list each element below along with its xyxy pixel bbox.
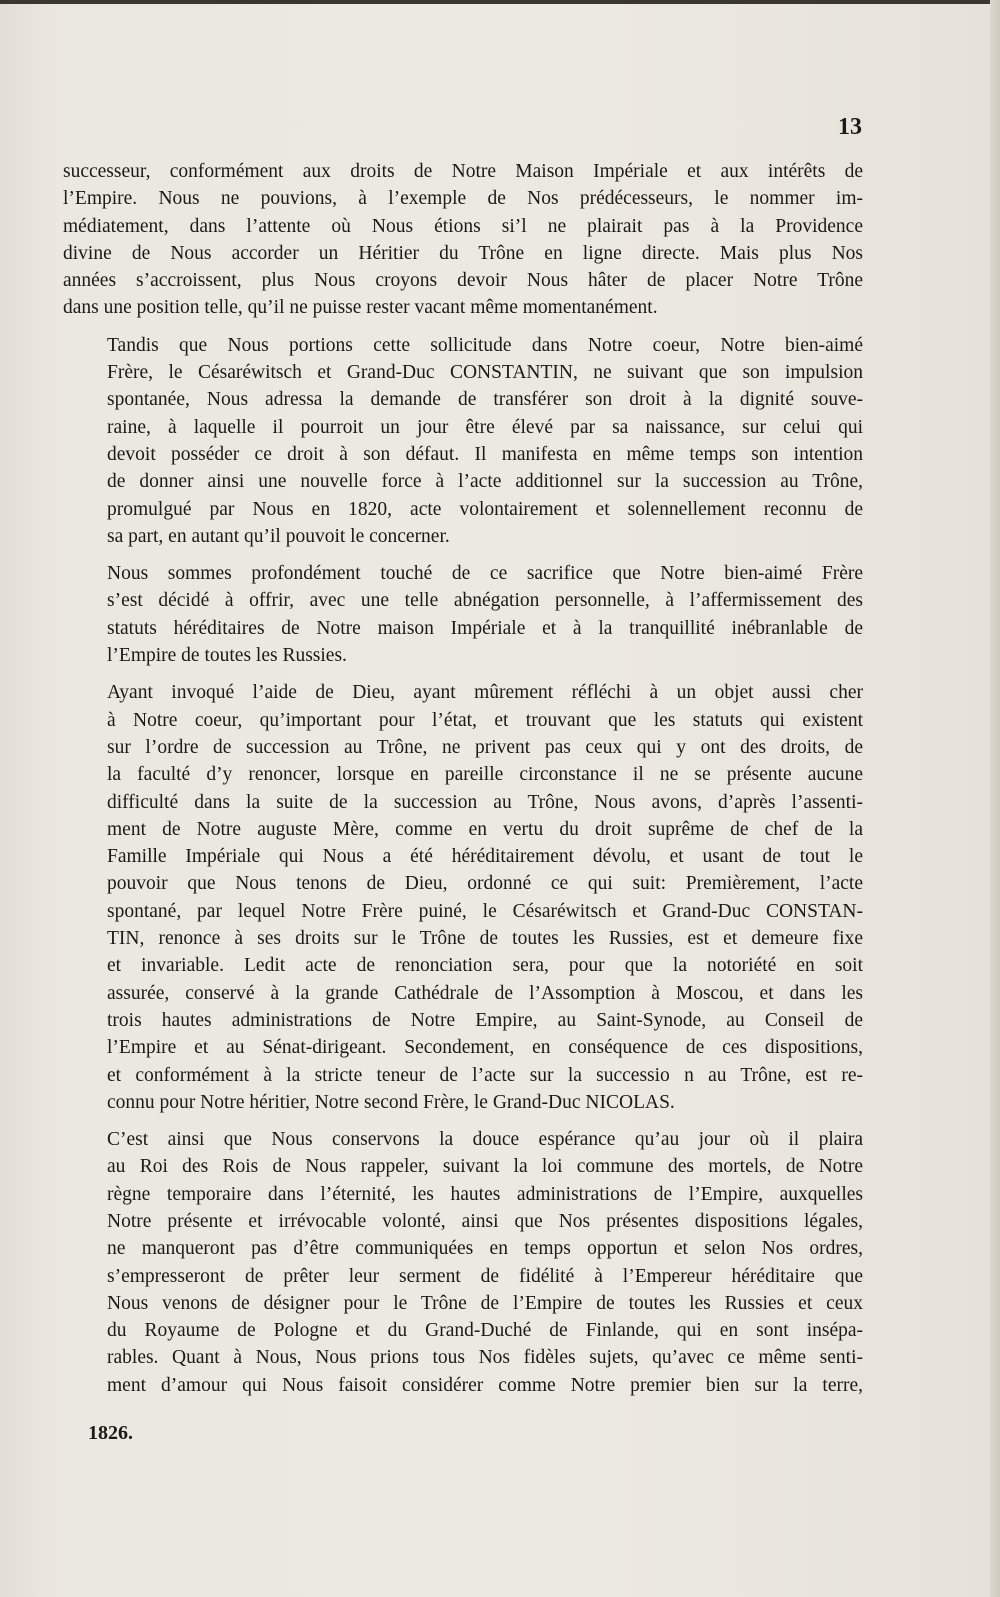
text-line: s’est décidé à offrir, avec une telle abnégation personnelle, à l’affermissement des — [107, 590, 863, 612]
text-line: l’Empire de toutes les Russies. — [107, 645, 347, 667]
text-line: l’Empire et au Sénat-dirigeant. Secondement, en conséquence de ces dispositions, — [107, 1037, 863, 1059]
text-line: et invariable. Ledit acte de renonciation sera, pour que la notoriété en soit — [107, 955, 863, 977]
text-line: connu pour Notre héritier, Notre second Frère, le Grand-Duc NICOLAS. — [107, 1091, 675, 1113]
text-line: Nous venons de désigner pour le Trône de l’Empire de toutes les Russies et ceux — [107, 1292, 863, 1314]
text-line: Nous sommes profondément touché de ce sacrifice que Notre bien-aimé Frère — [107, 563, 863, 585]
text-line: sur l’ordre de succession au Trône, ne privent pas ceux qui y ont des droits, de — [107, 736, 863, 758]
paragraph — [63, 158, 863, 322]
text-line: ment d’amour qui Nous faisoit considérer comme Notre premier bien sur la terre, — [107, 1374, 863, 1396]
text-line: trois hautes administrations de Notre Empire, au Saint-Synode, au Conseil de — [107, 1009, 863, 1031]
body-text — [63, 158, 863, 1409]
text-line: la faculté d’y renoncer, lorsque en pareille circonstance il ne se présente aucune — [107, 764, 863, 786]
text-line: au Roi des Rois de Nous rappeler, suivant la loi commune des mortels, de Notre — [107, 1156, 863, 1178]
paragraph — [63, 1126, 863, 1399]
page-number: 13 — [838, 114, 862, 140]
text-line: Ayant invoqué l’aide de Dieu, ayant mûrement réfléchi à un objet aussi cher — [107, 682, 863, 704]
text-line: successeur, conformément aux droits de Notre Maison Impériale et aux intérêts de — [63, 161, 863, 182]
text-line: statuts héréditaires de Notre maison Impériale et à la tranquillité inébranlable de — [107, 617, 863, 639]
text-line: difficulté dans la suite de la succession au Trône, Nous avons, d’après l’assenti- — [107, 791, 863, 813]
page-top-edge — [0, 0, 1000, 4]
text-line: dans une position telle, qu’il ne puisse rester vacant même momentanément. — [63, 297, 658, 319]
text-line: médiatement, dans l’attente où Nous étions si’l ne plairait pas à la Providence — [63, 215, 863, 237]
text-line: ment de Notre auguste Mère, comme en vertu du droit suprême de chef de la — [107, 818, 863, 840]
signature-mark: 1826. — [88, 1422, 133, 1444]
text-line: promulgué par Nous en 1820, acte volontairement et solennellement reconnu de — [107, 498, 863, 520]
text-line: rables. Quant à Nous, Nous prions tous Nos fidèles sujets, qu’avec ce même senti- — [107, 1347, 863, 1369]
text-line: TIN, renonce à ses droits sur le Trône de toutes les Russies, est et demeure fixe — [107, 928, 863, 950]
text-line: Notre présente et irrévocable volonté, ainsi que Nos présentes dispositions légales, — [107, 1210, 863, 1232]
text-line: spontané, par lequel Notre Frère puiné, le Césaréwitsch et Grand-Duc CONSTAN- — [107, 900, 863, 922]
text-line: C’est ainsi que Nous conservons la douce espérance qu’au jour où il plaira — [107, 1129, 863, 1151]
text-line: divine de Nous accorder un Héritier du Trône en ligne directe. Mais plus Nos — [63, 242, 863, 264]
paragraph — [63, 679, 863, 1116]
text-line: devoit posséder ce droit à son défaut. Il manifesta en même temps son intention — [107, 443, 863, 465]
paragraph — [63, 560, 863, 669]
text-line: ne manqueront pas d’être communiquées en temps opportun et selon Nos ordres, — [107, 1238, 863, 1260]
text-line: du Royaume de Pologne et du Grand-Duché de Finlande, qui en sont insépa- — [107, 1320, 863, 1342]
text-line: spontanée, Nous adressa la demande de transférer son droit à la dignité souve- — [107, 389, 863, 411]
page-right-edge — [990, 0, 1000, 1597]
text-line: sa part, en autant qu’il pouvoit le concerner. — [107, 525, 450, 547]
text-line: s’empresseront de prêter leur serment de fidélité à l’Empereur héréditaire que — [107, 1265, 863, 1287]
paragraph — [63, 332, 863, 550]
text-line: raine, à laquelle il pourroit un jour être élevé par sa naissance, sur celui qui — [107, 416, 863, 438]
text-line: Tandis que Nous portions cette sollicitude dans Notre coeur, Notre bien-aimé — [107, 334, 863, 356]
text-line: Famille Impériale qui Nous a été héréditairement dévolu, et usant de tout le — [107, 846, 863, 868]
text-line: années s’accroissent, plus Nous croyons devoir Nous hâter de placer Notre Trône — [63, 270, 863, 292]
text-line: l’Empire. Nous ne pouvions, à l’exemple de Nos prédécesseurs, le nommer im- — [63, 188, 863, 210]
text-line: pouvoir que Nous tenons de Dieu, ordonné ce qui suit: Premièrement, l’acte — [107, 873, 863, 895]
text-line: à Notre coeur, qu’important pour l’état, et trouvant que les statuts qui existent — [107, 709, 863, 731]
text-line: Frère, le Césaréwitsch et Grand-Duc CONSTANTIN, ne suivant que son impulsion — [107, 362, 863, 384]
text-line: de donner ainsi une nouvelle force à l’acte additionnel sur la succession au Trône, — [107, 471, 863, 493]
text-line: et conformément à la stricte teneur de l’acte sur la successio n au Trône, est re- — [107, 1064, 863, 1086]
text-line: assurée, conservé à la grande Cathédrale de l’Assomption à Moscou, et dans les — [107, 982, 863, 1004]
text-line: règne temporaire dans l’éternité, les hautes administrations de l’Empire, auxquelles — [107, 1183, 863, 1205]
